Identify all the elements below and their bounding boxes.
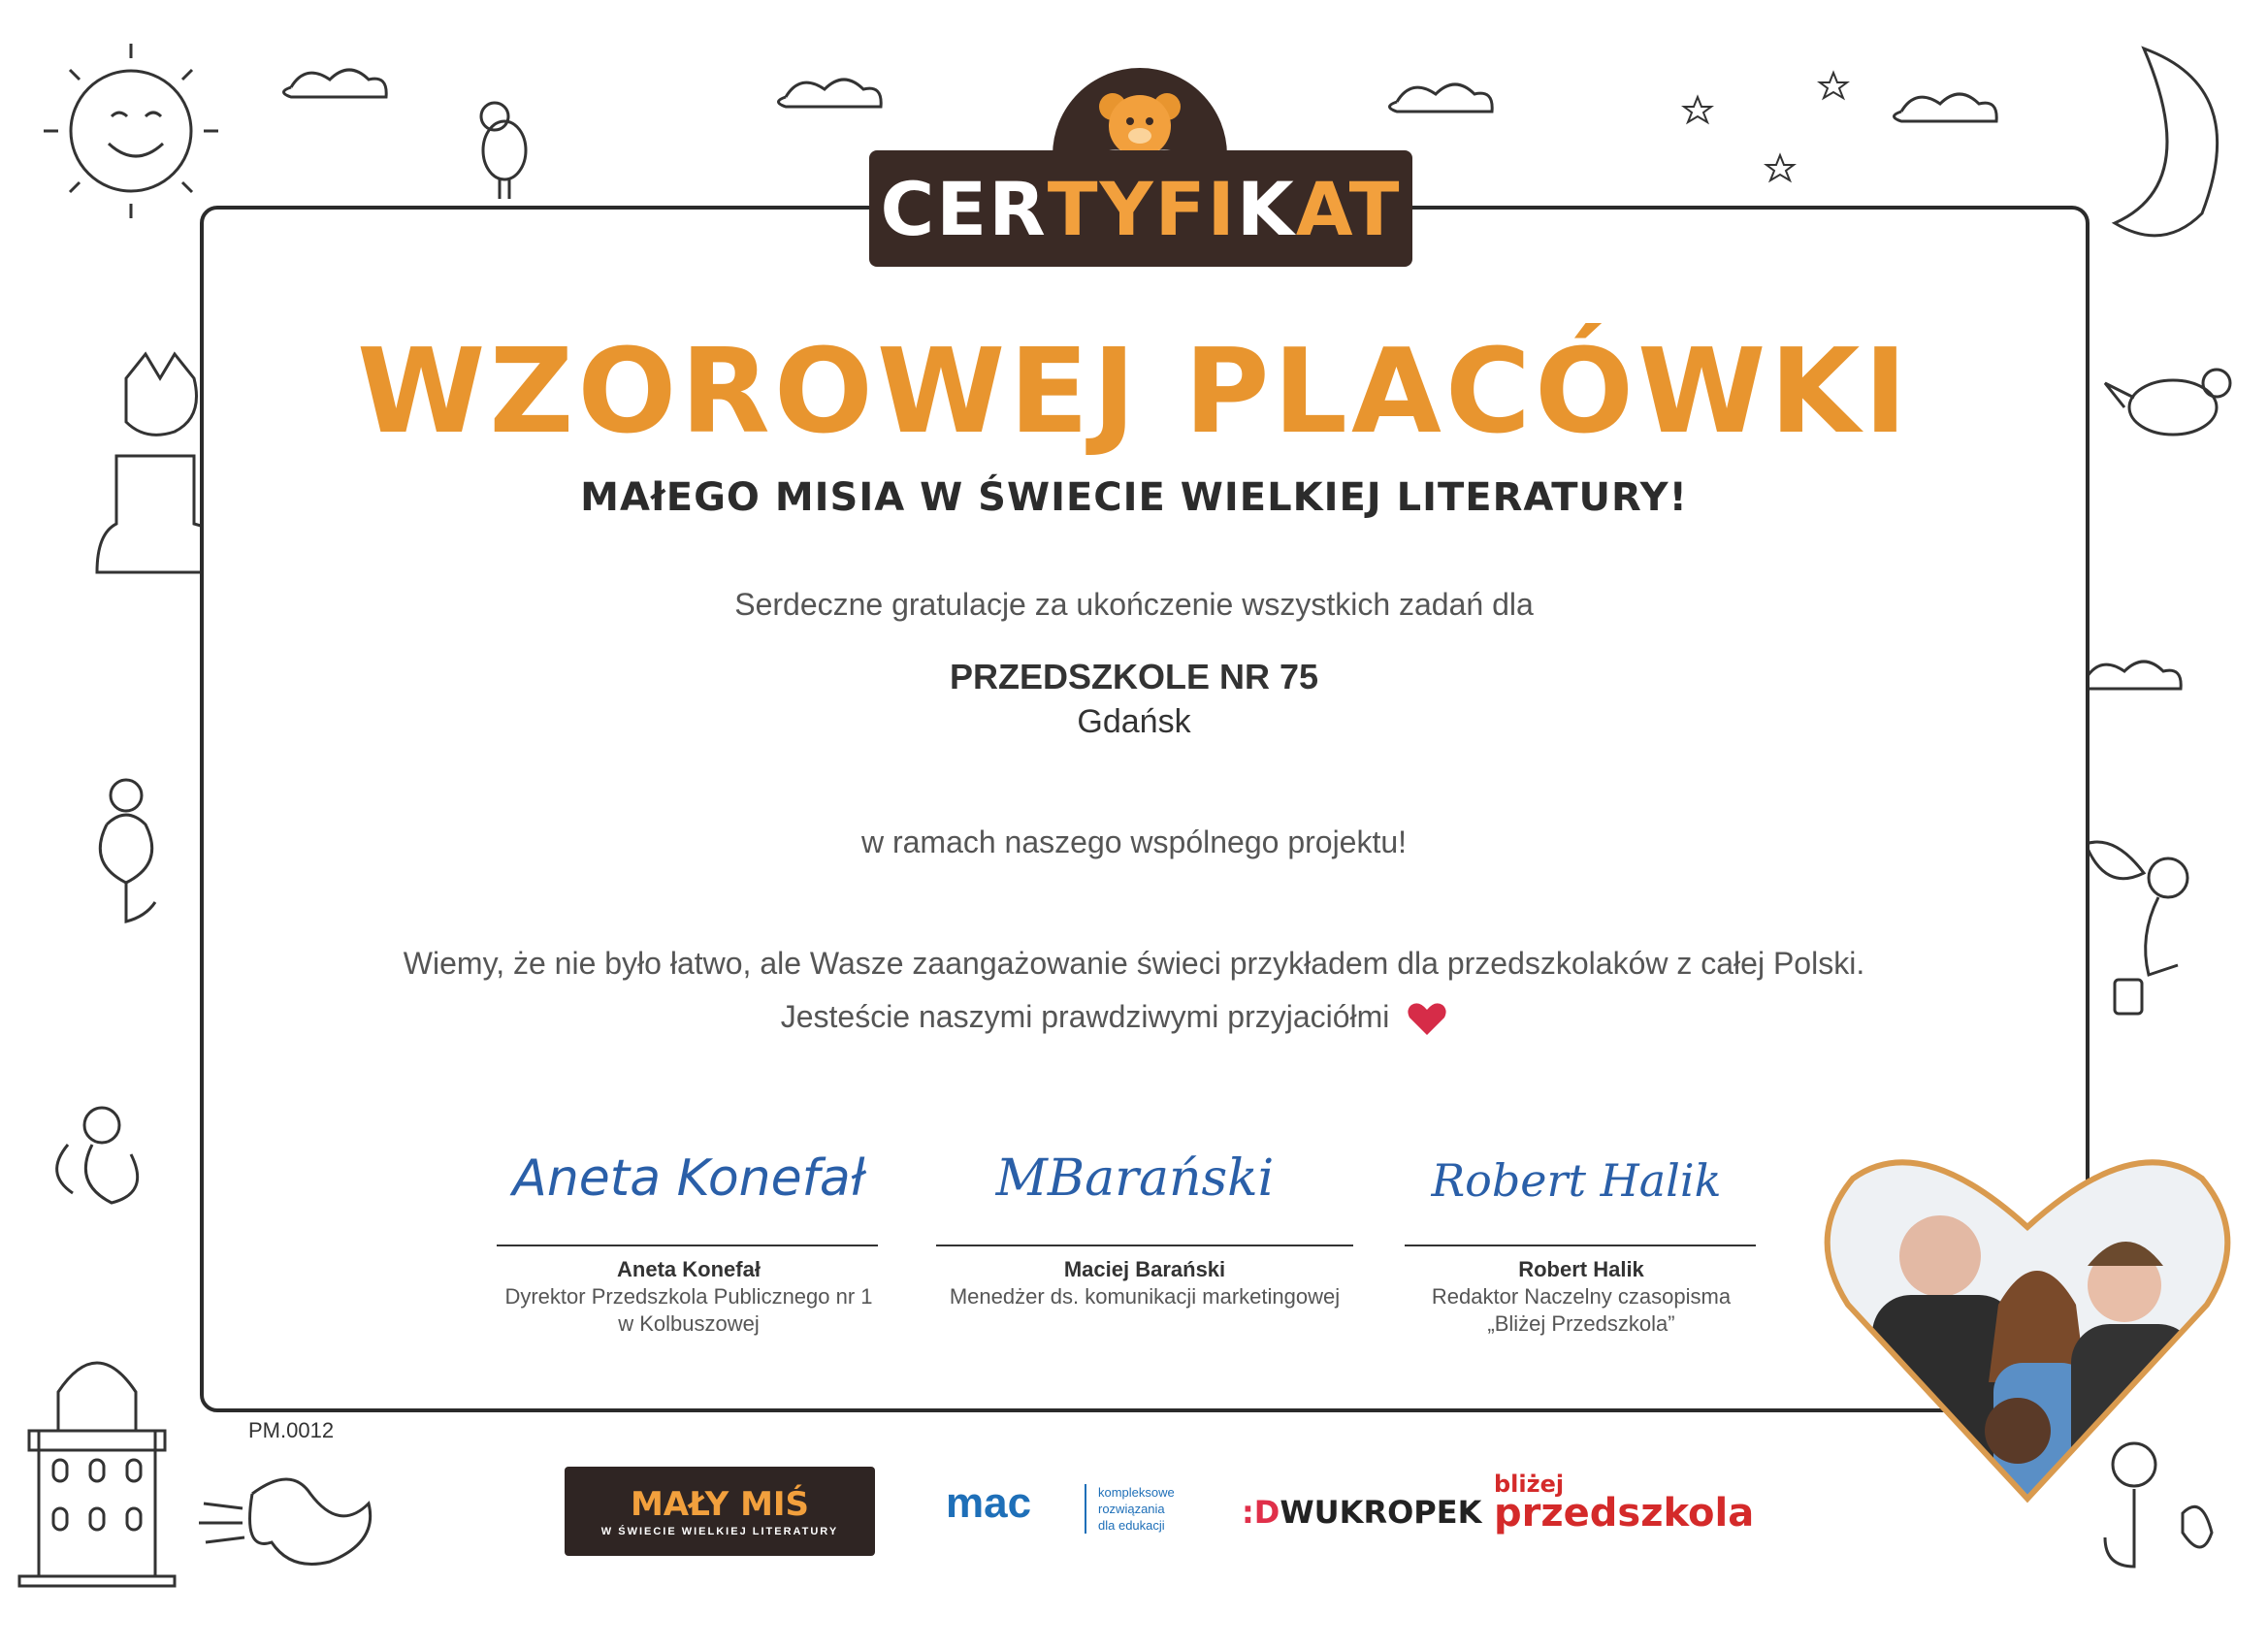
signatory-role: Redaktor Naczelny czasopisma <box>1431 1284 1732 1309</box>
signature-line <box>1405 1245 1756 1246</box>
school-name: PRZEDSZKOLE NR 75 <box>949 657 1319 696</box>
moon-icon <box>2115 48 2218 236</box>
badge-text-part: CER <box>880 165 1048 252</box>
signatory-name: Aneta Konefał <box>617 1257 761 1281</box>
signature-2: MBarański <box>995 1149 1275 1208</box>
certificate-title: WZOROWEJ PLACÓWKI <box>357 325 1911 460</box>
signatory-role: „Bliżej Przedszkola” <box>1487 1311 1675 1336</box>
signatory-1 <box>456 1256 922 1338</box>
person-photo <box>1899 1215 1981 1297</box>
heart-icon <box>1406 1000 1448 1039</box>
certificate-code: PM.0012 <box>248 1418 335 1442</box>
mac-desc-line: dla edukacji <box>1098 1518 1165 1533</box>
signatory-role: Menedżer ds. komunikacji marketingowej <box>949 1284 1341 1309</box>
badge-text-part: TYFI <box>1047 165 1237 252</box>
mac-desc-line: kompleksowe <box>1098 1485 1175 1500</box>
project-text: w ramach naszego wspólnego projektu! <box>860 824 1408 859</box>
dragon-icon <box>199 1479 371 1565</box>
message-line-2 <box>0 999 2249 1039</box>
signature-3: Robert Halik <box>1431 1154 1722 1207</box>
signature-line <box>497 1245 878 1246</box>
maly-mis-logo-tagline: W ŚWIECIE WIELKIEJ LITERATURY <box>600 1526 839 1537</box>
mac-desc-line: rozwiązania <box>1098 1502 1165 1516</box>
school-city: Gdańsk <box>1077 703 1191 740</box>
maly-mis-logo <box>565 1467 875 1556</box>
blizej-logo-bottom: przedszkola <box>1494 1490 1755 1536</box>
blizej-logo-top: bliżej <box>1494 1471 1565 1498</box>
badge-text-part: AT <box>1295 165 1402 252</box>
signatory-name: Robert Halik <box>1518 1257 1644 1281</box>
fairy-icon <box>2086 842 2187 1014</box>
certificate-subtitle: MAłEGO MISIA W ŚWIECIE WIELKIEJ LITERATURY! <box>580 475 1688 520</box>
badge-text-part: K <box>1236 165 1296 252</box>
signatory-name: Maciej Barański <box>1063 1257 1226 1281</box>
mac-logo: mac <box>946 1479 1032 1527</box>
message-line-1: Wiemy, że nie było łatwo, ale Wasze zaangażowanie świeci przykładem dla przedszkolaków z całej Polski. <box>403 946 1865 981</box>
dwukropek-logo <box>1242 1494 1481 1531</box>
blizej-przedszkola-logo <box>1494 1471 1755 1536</box>
signatory-2 <box>912 1256 1377 1310</box>
signatory-3 <box>1358 1256 1804 1338</box>
signatory-role: Dyrektor Przedszkola Publicznego nr 1 <box>504 1284 873 1309</box>
sun-icon <box>44 44 218 218</box>
signatory-role: w Kolbuszowej <box>618 1311 760 1336</box>
mac-logo-description <box>1085 1484 1175 1534</box>
squirrel-icon <box>57 1108 138 1203</box>
signature-line <box>936 1245 1353 1246</box>
certificate-badge <box>869 150 1412 267</box>
dwukropek-logo-text: WUKROPEK <box>1280 1494 1482 1531</box>
house-icon <box>19 1363 175 1586</box>
team-photo-heart <box>1814 1140 2241 1518</box>
signature-1: Aneta Konefał <box>512 1149 865 1208</box>
maly-mis-logo-text: MAŁY MIŚ <box>630 1485 810 1524</box>
bird-icon <box>481 103 526 199</box>
dwukropek-logo-mark: :D <box>1242 1494 1280 1531</box>
intro-text: Serdeczne gratulacje za ukończenie wszystkich zadań dla <box>734 587 1534 622</box>
star-icon <box>1684 73 1847 180</box>
message-line-2-text: Jesteście naszymi prawdziwymi przyjaciółmi <box>780 999 1390 1034</box>
